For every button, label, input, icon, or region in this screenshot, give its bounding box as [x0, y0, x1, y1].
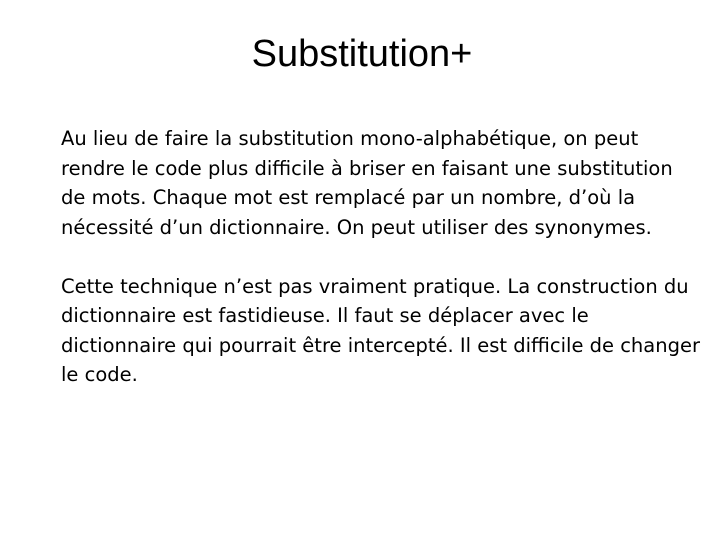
slide-title: Substitution+: [251, 33, 473, 75]
paragraph-1: Au lieu de faire la substitution mono-alphabétique, on peut rendre le code plus difficile à briser en faisant une substitution de mots. Chaque mot est remplacé par un nombre, d’où la nécessité d’un dictionnaire. On peut utiliser des synonymes.: [61, 127, 673, 239]
slide-body: [61, 124, 701, 390]
paragraph-2: Cette technique n’est pas vraiment pratique. La construction du dictionnaire est fastidieuse. Il faut se déplacer avec le dictionnaire qui pourrait être intercepté. Il est difficile de changer le code.: [61, 274, 700, 386]
